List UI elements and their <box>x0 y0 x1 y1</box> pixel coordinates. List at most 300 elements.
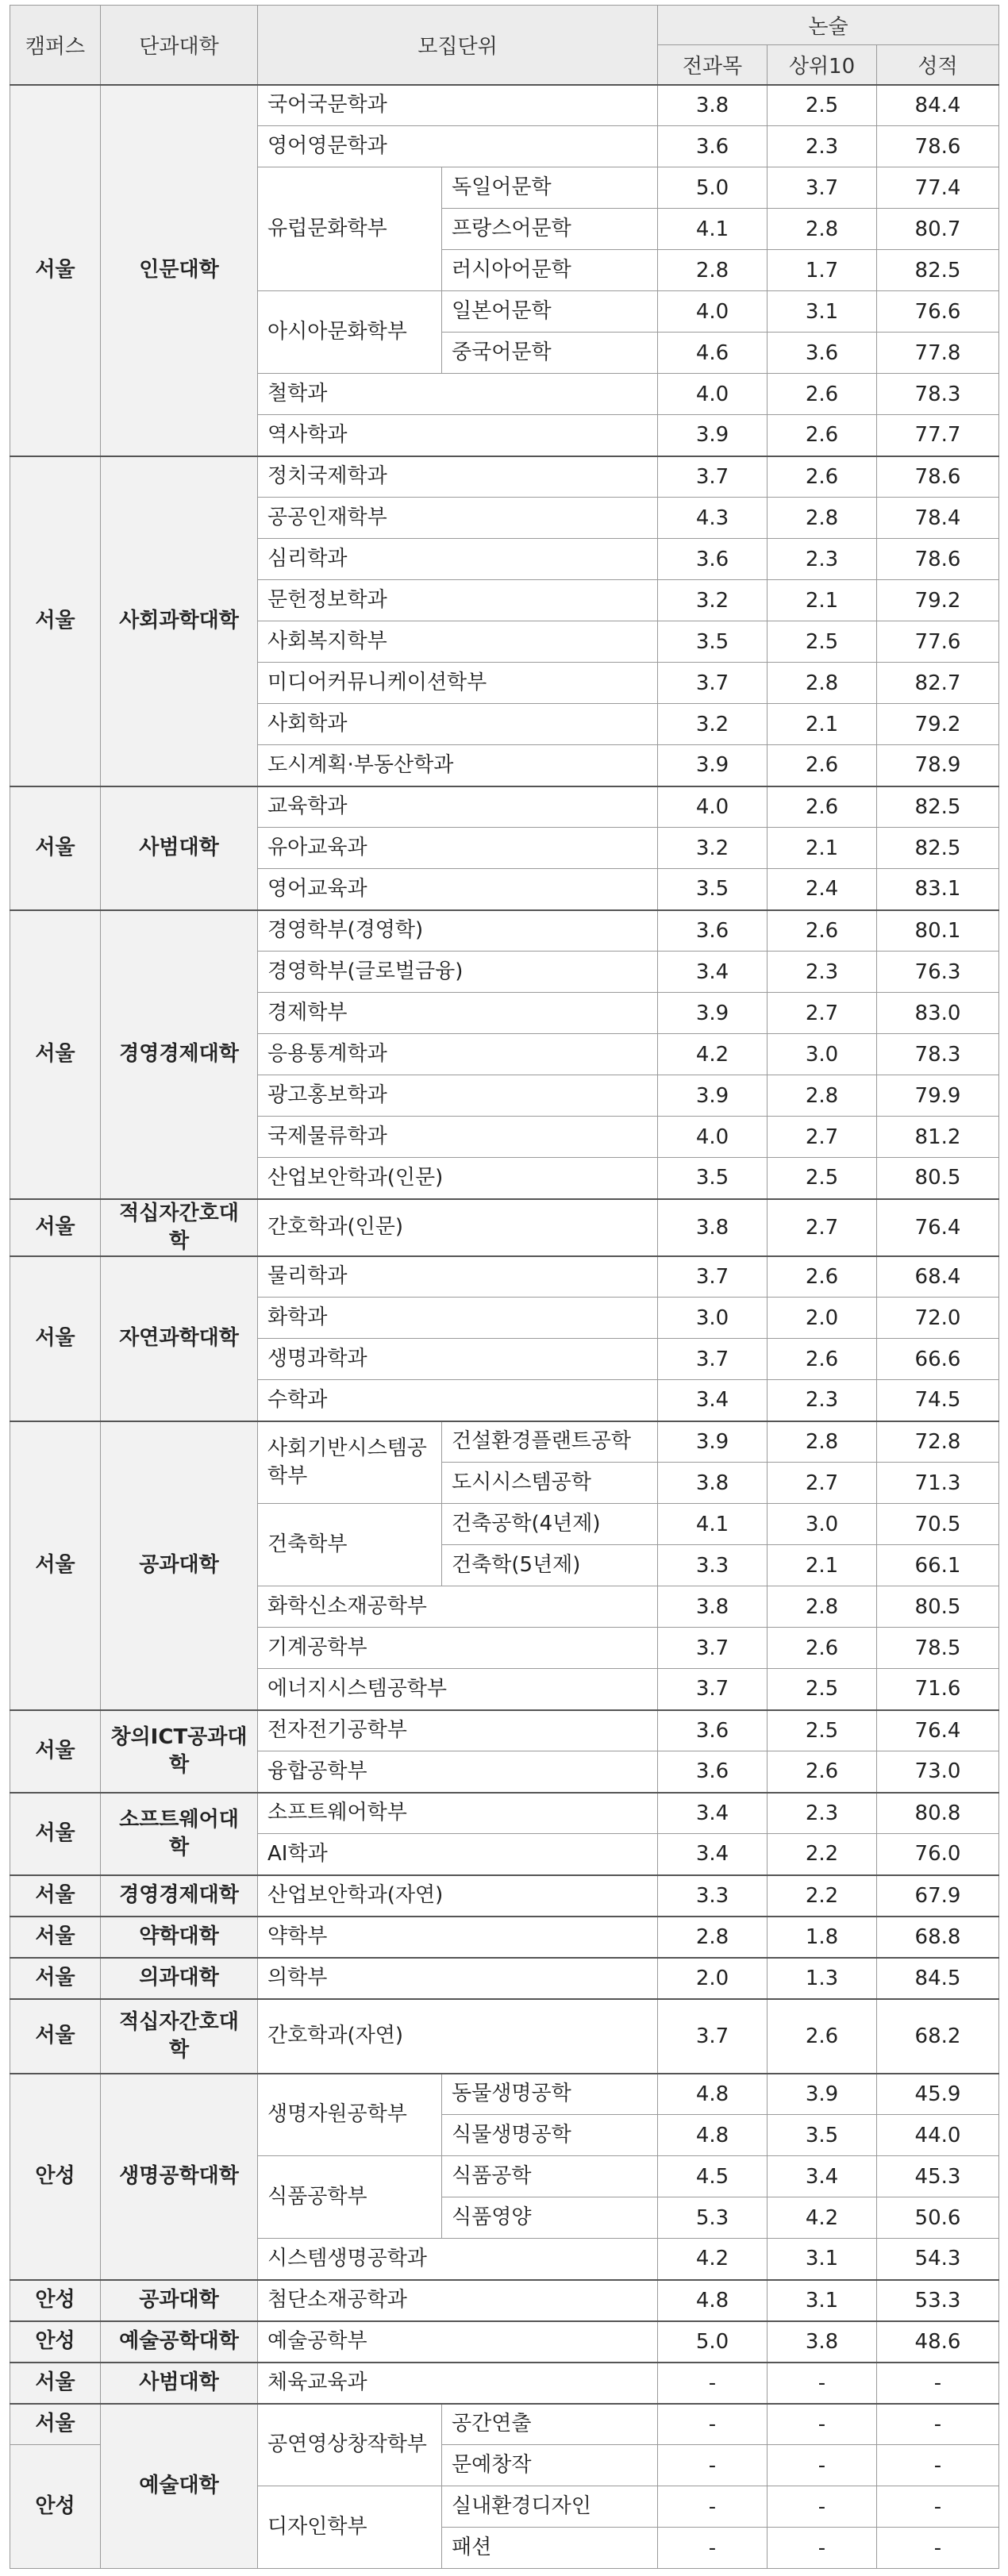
top10-cell: 3.0 <box>768 1034 877 1075</box>
unit-cell: 융합공학부 <box>258 1751 658 1793</box>
unit-cell: 소프트웨어학부 <box>258 1793 658 1834</box>
top10-cell: 2.6 <box>768 456 877 498</box>
college-cell: 창의ICT공과대학 <box>101 1710 258 1793</box>
score-cell: 80.1 <box>877 910 999 952</box>
college-cell: 적십자간호대학 <box>101 1999 258 2074</box>
top10-cell: 2.6 <box>768 910 877 952</box>
all-subjects-cell: 4.2 <box>658 2239 768 2280</box>
unit-cell: 생명자원공학부 <box>258 2074 442 2156</box>
table-row <box>10 1793 999 1834</box>
header-college: 단과대학 <box>101 6 258 85</box>
all-subjects-cell: 3.9 <box>658 993 768 1034</box>
unit-cell: 경영학부(경영학) <box>258 910 658 952</box>
all-subjects-cell: 4.0 <box>658 291 768 333</box>
all-subjects-cell: 5.0 <box>658 167 768 209</box>
top10-cell: 3.5 <box>768 2115 877 2156</box>
score-cell: 78.4 <box>877 498 999 539</box>
table-row <box>10 1710 999 1751</box>
top10-cell: 2.6 <box>768 786 877 828</box>
header-score: 성적 <box>877 45 999 85</box>
campus-cell: 서울 <box>10 1710 101 1793</box>
score-cell: 72.8 <box>877 1421 999 1463</box>
all-subjects-cell: 2.8 <box>658 250 768 291</box>
top10-cell: - <box>768 2486 877 2528</box>
unit-cell: 미디어커뮤니케이션학부 <box>258 663 658 704</box>
all-subjects-cell: 4.8 <box>658 2074 768 2115</box>
table-row <box>10 1199 999 1256</box>
score-cell: 78.6 <box>877 126 999 167</box>
unit-cell: 정치국제학과 <box>258 456 658 498</box>
unit-cell: 도시계획·부동산학과 <box>258 745 658 786</box>
top10-cell: 2.6 <box>768 1751 877 1793</box>
top10-cell: - <box>768 2363 877 2404</box>
score-cell: - <box>877 2404 999 2445</box>
score-cell: 80.5 <box>877 1158 999 1199</box>
score-cell: 71.3 <box>877 1463 999 1504</box>
all-subjects-cell: 3.7 <box>658 1999 768 2074</box>
campus-cell: 서울 <box>10 2363 101 2404</box>
campus-cell: 서울 <box>10 1999 101 2074</box>
header-all-subjects: 전과목 <box>658 45 768 85</box>
top10-cell: 2.1 <box>768 1545 877 1586</box>
unit-cell: 화학과 <box>258 1298 658 1339</box>
all-subjects-cell: 4.0 <box>658 374 768 415</box>
score-cell: 82.7 <box>877 663 999 704</box>
score-cell: 79.9 <box>877 1075 999 1117</box>
table-row <box>10 910 999 952</box>
top10-cell: 2.0 <box>768 1298 877 1339</box>
score-cell: 79.2 <box>877 580 999 621</box>
unit-cell: 심리학과 <box>258 539 658 580</box>
unit-cell: 산업보안학과(자연) <box>258 1875 658 1917</box>
sub-unit-cell: 도시시스템공학 <box>442 1463 658 1504</box>
college-cell: 예술공학대학 <box>101 2321 258 2363</box>
college-cell: 약학대학 <box>101 1917 258 1958</box>
score-cell: 79.2 <box>877 704 999 745</box>
campus-cell: 서울 <box>10 910 101 1199</box>
unit-cell: 약학부 <box>258 1917 658 1958</box>
top10-cell: 3.4 <box>768 2156 877 2197</box>
campus-cell: 안성 <box>10 2445 101 2569</box>
top10-cell: 1.3 <box>768 1958 877 1999</box>
unit-cell: 건축학부 <box>258 1504 442 1586</box>
all-subjects-cell: 3.0 <box>658 1298 768 1339</box>
campus-cell: 서울 <box>10 1917 101 1958</box>
all-subjects-cell: 2.0 <box>658 1958 768 1999</box>
score-cell: 67.9 <box>877 1875 999 1917</box>
all-subjects-cell: 4.5 <box>658 2156 768 2197</box>
all-subjects-cell: 3.7 <box>658 456 768 498</box>
score-cell: 76.4 <box>877 1710 999 1751</box>
table-row <box>10 1999 999 2074</box>
all-subjects-cell: - <box>658 2404 768 2445</box>
all-subjects-cell: 3.8 <box>658 1586 768 1628</box>
top10-cell: 2.4 <box>768 869 877 910</box>
all-subjects-cell: 3.6 <box>658 126 768 167</box>
top10-cell: 2.5 <box>768 1710 877 1751</box>
top10-cell: 3.6 <box>768 333 877 374</box>
all-subjects-cell: 4.2 <box>658 1034 768 1075</box>
campus-cell: 안성 <box>10 2280 101 2321</box>
unit-cell: 사회학과 <box>258 704 658 745</box>
score-cell: 45.9 <box>877 2074 999 2115</box>
top10-cell: 2.3 <box>768 539 877 580</box>
campus-cell: 서울 <box>10 1199 101 1256</box>
table-row <box>10 1917 999 1958</box>
unit-cell: 응용통계학과 <box>258 1034 658 1075</box>
top10-cell: 2.6 <box>768 374 877 415</box>
all-subjects-cell: 3.4 <box>658 1834 768 1875</box>
unit-cell: 교육학과 <box>258 786 658 828</box>
top10-cell: 2.6 <box>768 1256 877 1298</box>
unit-cell: 사회기반시스템공학부 <box>258 1421 442 1504</box>
campus-cell: 서울 <box>10 2404 101 2445</box>
top10-cell: 3.1 <box>768 2280 877 2321</box>
top10-cell: 1.8 <box>768 1917 877 1958</box>
unit-cell: 유아교육과 <box>258 828 658 869</box>
campus-cell: 서울 <box>10 85 101 456</box>
top10-cell: 2.3 <box>768 952 877 993</box>
score-cell: 70.5 <box>877 1504 999 1545</box>
all-subjects-cell: 3.9 <box>658 1075 768 1117</box>
sub-unit-cell: 건축공학(4년제) <box>442 1504 658 1545</box>
unit-cell: 공연영상창작학부 <box>258 2404 442 2486</box>
unit-cell: 국어국문학과 <box>258 85 658 126</box>
unit-cell: 화학신소재공학부 <box>258 1586 658 1628</box>
campus-cell: 서울 <box>10 1256 101 1421</box>
score-cell: 77.4 <box>877 167 999 209</box>
all-subjects-cell: 3.7 <box>658 1628 768 1669</box>
table-row <box>10 85 999 126</box>
score-cell: 80.7 <box>877 209 999 250</box>
unit-cell: 체육교육과 <box>258 2363 658 2404</box>
sub-unit-cell: 중국어문학 <box>442 333 658 374</box>
all-subjects-cell: 3.7 <box>658 1669 768 1710</box>
header-essay: 논술 <box>658 6 999 45</box>
top10-cell: 3.1 <box>768 291 877 333</box>
unit-cell: 영어교육과 <box>258 869 658 910</box>
unit-cell: 디자인학부 <box>258 2486 442 2569</box>
top10-cell: 2.2 <box>768 1834 877 1875</box>
all-subjects-cell: 2.8 <box>658 1917 768 1958</box>
table-row <box>10 1958 999 1999</box>
unit-cell: 물리학과 <box>258 1256 658 1298</box>
all-subjects-cell: 3.4 <box>658 1380 768 1421</box>
table-row <box>10 1256 999 1298</box>
all-subjects-cell: 3.8 <box>658 1199 768 1256</box>
top10-cell: 2.3 <box>768 1793 877 1834</box>
unit-cell: 사회복지학부 <box>258 621 658 663</box>
unit-cell: 간호학과(자연) <box>258 1999 658 2074</box>
table-row <box>10 2280 999 2321</box>
top10-cell: 2.5 <box>768 1158 877 1199</box>
top10-cell: 3.7 <box>768 167 877 209</box>
score-cell: 77.6 <box>877 621 999 663</box>
unit-cell: 유럽문화학부 <box>258 167 442 291</box>
all-subjects-cell: 4.3 <box>658 498 768 539</box>
all-subjects-cell: 3.6 <box>658 1751 768 1793</box>
unit-cell: 문헌정보학과 <box>258 580 658 621</box>
campus-cell: 서울 <box>10 1958 101 1999</box>
score-cell: 82.5 <box>877 250 999 291</box>
score-cell: 76.6 <box>877 291 999 333</box>
top10-cell: 2.2 <box>768 1875 877 1917</box>
all-subjects-cell: - <box>658 2528 768 2569</box>
all-subjects-cell: 3.9 <box>658 415 768 456</box>
score-cell: 82.5 <box>877 828 999 869</box>
score-cell: - <box>877 2528 999 2569</box>
sub-unit-cell: 일본어문학 <box>442 291 658 333</box>
top10-cell: 3.1 <box>768 2239 877 2280</box>
campus-cell: 서울 <box>10 1875 101 1917</box>
all-subjects-cell: 5.0 <box>658 2321 768 2363</box>
score-cell: 83.0 <box>877 993 999 1034</box>
all-subjects-cell: 3.4 <box>658 952 768 993</box>
unit-cell: 수학과 <box>258 1380 658 1421</box>
top10-cell: 2.7 <box>768 1463 877 1504</box>
sub-unit-cell: 동물생명공학 <box>442 2074 658 2115</box>
sub-unit-cell: 식물생명공학 <box>442 2115 658 2156</box>
all-subjects-cell: 4.8 <box>658 2280 768 2321</box>
all-subjects-cell: 4.6 <box>658 333 768 374</box>
college-cell: 공과대학 <box>101 2280 258 2321</box>
college-cell: 인문대학 <box>101 85 258 456</box>
unit-cell: 공공인재학부 <box>258 498 658 539</box>
score-cell: 78.3 <box>877 374 999 415</box>
college-cell: 생명공학대학 <box>101 2074 258 2280</box>
top10-cell: 3.8 <box>768 2321 877 2363</box>
sub-unit-cell: 독일어문학 <box>442 167 658 209</box>
top10-cell: 2.6 <box>768 1999 877 2074</box>
unit-cell: 역사학과 <box>258 415 658 456</box>
all-subjects-cell: 3.4 <box>658 1793 768 1834</box>
campus-cell: 안성 <box>10 2074 101 2280</box>
score-cell: 78.6 <box>877 456 999 498</box>
all-subjects-cell: 3.6 <box>658 910 768 952</box>
score-cell: 77.8 <box>877 333 999 374</box>
top10-cell: 2.8 <box>768 1421 877 1463</box>
top10-cell: 2.6 <box>768 415 877 456</box>
unit-cell: 철학과 <box>258 374 658 415</box>
unit-cell: 첨단소재공학과 <box>258 2280 658 2321</box>
score-cell: 84.4 <box>877 85 999 126</box>
all-subjects-cell: - <box>658 2445 768 2486</box>
score-cell: 78.6 <box>877 539 999 580</box>
top10-cell: 2.6 <box>768 1628 877 1669</box>
score-cell: 68.2 <box>877 1999 999 2074</box>
sub-unit-cell: 실내환경디자인 <box>442 2486 658 2528</box>
college-cell: 의과대학 <box>101 1958 258 1999</box>
unit-cell: 의학부 <box>258 1958 658 1999</box>
top10-cell: - <box>768 2445 877 2486</box>
admission-table <box>10 5 999 2569</box>
top10-cell: 3.0 <box>768 1504 877 1545</box>
unit-cell: 생명과학과 <box>258 1339 658 1380</box>
table-row <box>10 2074 999 2115</box>
top10-cell: 2.5 <box>768 1669 877 1710</box>
table-row <box>10 2363 999 2404</box>
unit-cell: 경영학부(글로벌금융) <box>258 952 658 993</box>
top10-cell: 4.2 <box>768 2197 877 2239</box>
score-cell: 50.6 <box>877 2197 999 2239</box>
all-subjects-cell: - <box>658 2486 768 2528</box>
campus-cell: 서울 <box>10 786 101 910</box>
all-subjects-cell: 4.8 <box>658 2115 768 2156</box>
college-cell: 자연과학대학 <box>101 1256 258 1421</box>
all-subjects-cell: 3.5 <box>658 621 768 663</box>
college-cell: 사회과학대학 <box>101 456 258 786</box>
top10-cell: 2.8 <box>768 1586 877 1628</box>
score-cell: 54.3 <box>877 2239 999 2280</box>
top10-cell: 2.5 <box>768 621 877 663</box>
table-row <box>10 2321 999 2363</box>
top10-cell: 2.7 <box>768 993 877 1034</box>
score-cell: 78.3 <box>877 1034 999 1075</box>
all-subjects-cell: 3.9 <box>658 745 768 786</box>
all-subjects-cell: 4.0 <box>658 786 768 828</box>
sub-unit-cell: 공간연출 <box>442 2404 658 2445</box>
all-subjects-cell: - <box>658 2363 768 2404</box>
all-subjects-cell: 4.0 <box>658 1117 768 1158</box>
top10-cell: - <box>768 2528 877 2569</box>
top10-cell: - <box>768 2404 877 2445</box>
all-subjects-cell: 3.9 <box>658 1421 768 1463</box>
college-cell: 사범대학 <box>101 2363 258 2404</box>
unit-cell: 아시아문화학부 <box>258 291 442 374</box>
score-cell: 71.6 <box>877 1669 999 1710</box>
campus-cell: 서울 <box>10 1793 101 1875</box>
sub-unit-cell: 건설환경플랜트공학 <box>442 1421 658 1463</box>
table-row <box>10 2404 999 2445</box>
sub-unit-cell: 건축학(5년제) <box>442 1545 658 1586</box>
top10-cell: 2.3 <box>768 1380 877 1421</box>
score-cell: - <box>877 2486 999 2528</box>
table-row <box>10 1421 999 1463</box>
unit-cell: 에너지시스템공학부 <box>258 1669 658 1710</box>
score-cell: 81.2 <box>877 1117 999 1158</box>
all-subjects-cell: 3.2 <box>658 704 768 745</box>
score-cell: 66.6 <box>877 1339 999 1380</box>
score-cell: 53.3 <box>877 2280 999 2321</box>
college-cell: 예술대학 <box>101 2404 258 2569</box>
top10-cell: 2.8 <box>768 209 877 250</box>
all-subjects-cell: 3.5 <box>658 1158 768 1199</box>
all-subjects-cell: 3.5 <box>658 869 768 910</box>
score-cell: 74.5 <box>877 1380 999 1421</box>
campus-cell: 서울 <box>10 1421 101 1710</box>
unit-cell: 시스템생명공학과 <box>258 2239 658 2280</box>
all-subjects-cell: 4.1 <box>658 209 768 250</box>
all-subjects-cell: 3.6 <box>658 1710 768 1751</box>
score-cell: 82.5 <box>877 786 999 828</box>
unit-cell: 예술공학부 <box>258 2321 658 2363</box>
all-subjects-cell: 4.1 <box>658 1504 768 1545</box>
score-cell: 66.1 <box>877 1545 999 1586</box>
all-subjects-cell: 3.7 <box>658 1256 768 1298</box>
top10-cell: 2.6 <box>768 745 877 786</box>
unit-cell: 기계공학부 <box>258 1628 658 1669</box>
all-subjects-cell: 3.7 <box>658 663 768 704</box>
top10-cell: 2.1 <box>768 828 877 869</box>
college-cell: 소프트웨어대학 <box>101 1793 258 1875</box>
score-cell: - <box>877 2445 999 2486</box>
unit-cell: 산업보안학과(인문) <box>258 1158 658 1199</box>
unit-cell: 식품공학부 <box>258 2156 442 2239</box>
score-cell: 72.0 <box>877 1298 999 1339</box>
top10-cell: 2.8 <box>768 498 877 539</box>
all-subjects-cell: 3.2 <box>658 828 768 869</box>
sub-unit-cell: 패션 <box>442 2528 658 2569</box>
all-subjects-cell: 3.8 <box>658 85 768 126</box>
unit-cell: 전자전기공학부 <box>258 1710 658 1751</box>
college-cell: 적십자간호대학 <box>101 1199 258 1256</box>
top10-cell: 2.1 <box>768 580 877 621</box>
score-cell: 78.5 <box>877 1628 999 1669</box>
college-cell: 경영경제대학 <box>101 910 258 1199</box>
score-cell: 76.4 <box>877 1199 999 1256</box>
score-cell: 68.4 <box>877 1256 999 1298</box>
all-subjects-cell: 5.3 <box>658 2197 768 2239</box>
header-campus: 캠퍼스 <box>10 6 101 85</box>
score-cell: 45.3 <box>877 2156 999 2197</box>
top10-cell: 2.3 <box>768 126 877 167</box>
all-subjects-cell: 3.3 <box>658 1875 768 1917</box>
unit-cell: 영어영문학과 <box>258 126 658 167</box>
top10-cell: 3.9 <box>768 2074 877 2115</box>
unit-cell: 광고홍보학과 <box>258 1075 658 1117</box>
sub-unit-cell: 식품영양 <box>442 2197 658 2239</box>
top10-cell: 1.7 <box>768 250 877 291</box>
score-cell: 76.3 <box>877 952 999 993</box>
table-row <box>10 1875 999 1917</box>
score-cell: - <box>877 2363 999 2404</box>
sub-unit-cell: 식품공학 <box>442 2156 658 2197</box>
top10-cell: 2.7 <box>768 1199 877 1256</box>
college-cell: 공과대학 <box>101 1421 258 1710</box>
score-cell: 44.0 <box>877 2115 999 2156</box>
sub-unit-cell: 러시아어문학 <box>442 250 658 291</box>
top10-cell: 2.8 <box>768 1075 877 1117</box>
score-cell: 80.8 <box>877 1793 999 1834</box>
unit-cell: 경제학부 <box>258 993 658 1034</box>
all-subjects-cell: 3.3 <box>658 1545 768 1586</box>
top10-cell: 2.7 <box>768 1117 877 1158</box>
score-cell: 84.5 <box>877 1958 999 1999</box>
header-unit: 모집단위 <box>258 6 658 85</box>
college-cell: 경영경제대학 <box>101 1875 258 1917</box>
score-cell: 76.0 <box>877 1834 999 1875</box>
campus-cell: 서울 <box>10 456 101 786</box>
table-row <box>10 456 999 498</box>
unit-cell: 국제물류학과 <box>258 1117 658 1158</box>
score-cell: 78.9 <box>877 745 999 786</box>
college-cell: 사범대학 <box>101 786 258 910</box>
table-row <box>10 786 999 828</box>
score-cell: 68.8 <box>877 1917 999 1958</box>
score-cell: 83.1 <box>877 869 999 910</box>
top10-cell: 2.8 <box>768 663 877 704</box>
sub-unit-cell: 문예창작 <box>442 2445 658 2486</box>
header-top10: 상위10 <box>768 45 877 85</box>
score-cell: 80.5 <box>877 1586 999 1628</box>
top10-cell: 2.5 <box>768 85 877 126</box>
all-subjects-cell: 3.8 <box>658 1463 768 1504</box>
score-cell: 77.7 <box>877 415 999 456</box>
top10-cell: 2.6 <box>768 1339 877 1380</box>
all-subjects-cell: 3.6 <box>658 539 768 580</box>
sub-unit-cell: 프랑스어문학 <box>442 209 658 250</box>
score-cell: 48.6 <box>877 2321 999 2363</box>
